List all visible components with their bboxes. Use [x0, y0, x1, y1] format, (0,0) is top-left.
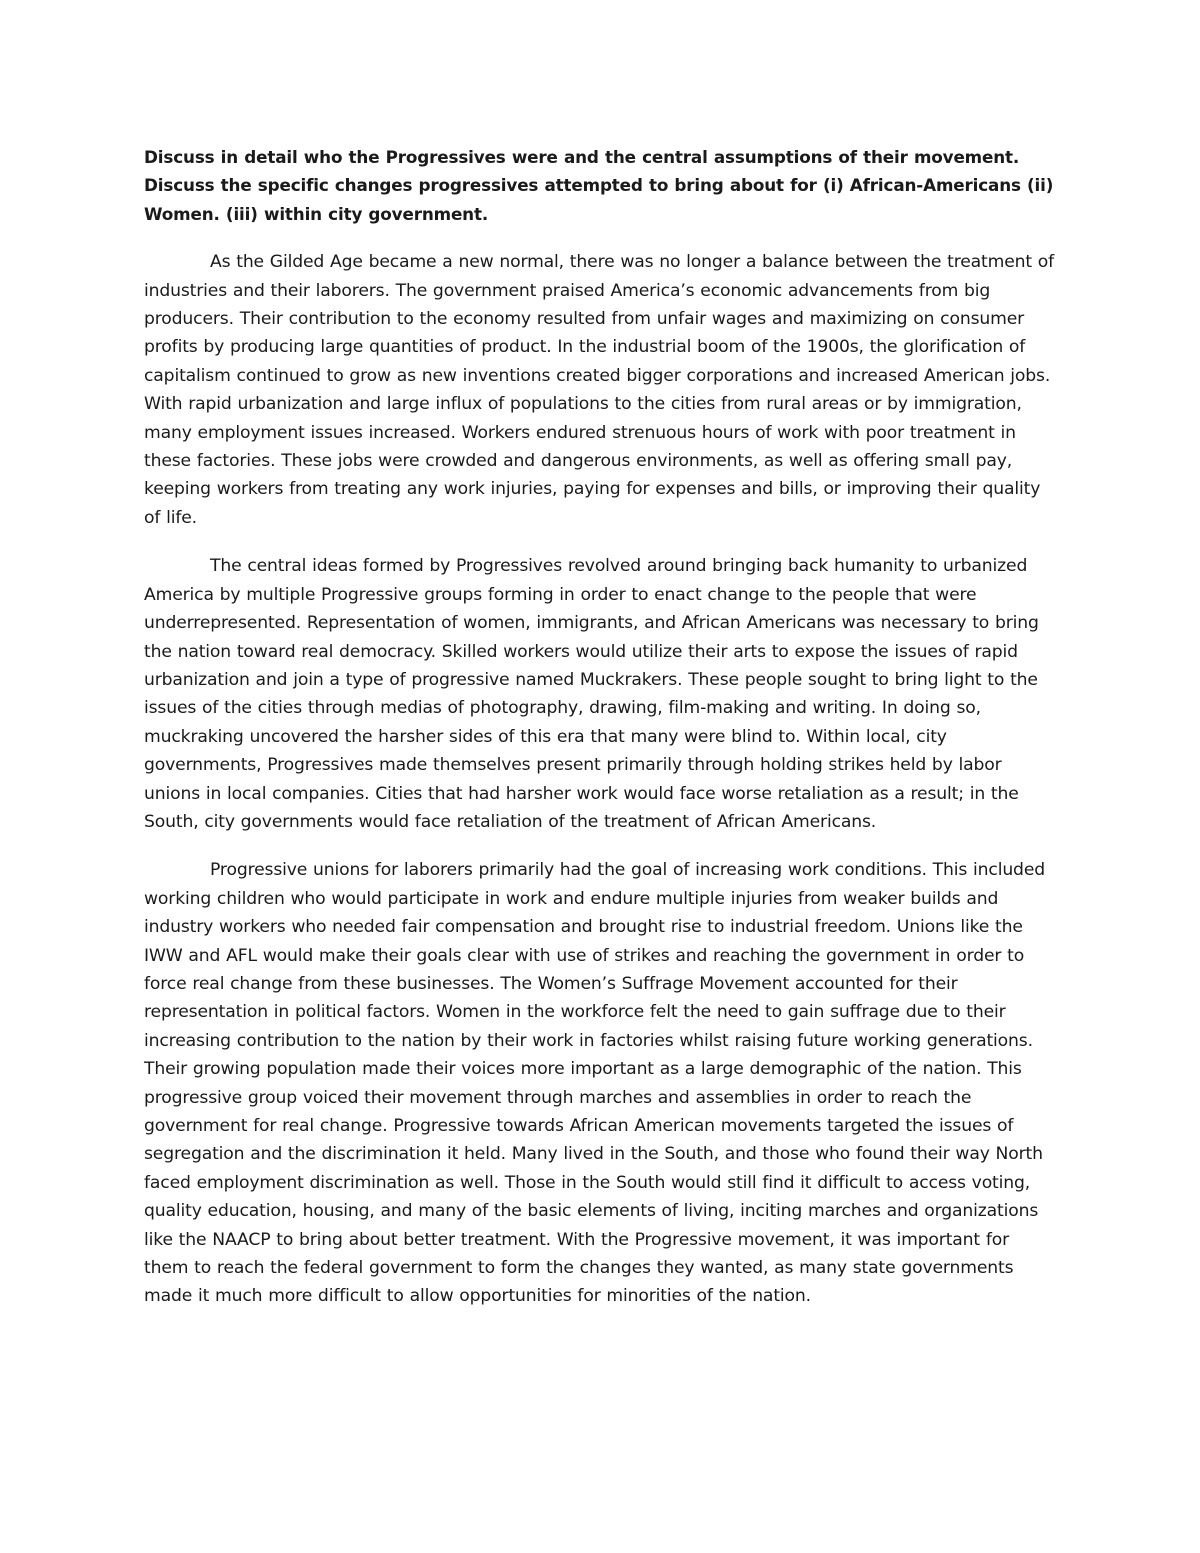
essay-prompt: Discuss in detail who the Progressives were and the central assumptions of their movement. Discuss the specific changes progressives attempted to bring about for (i) African-Americans (ii) Women. (iii) within city government. — [144, 147, 1054, 224]
paragraph-central-ideas: The central ideas formed by Progressives revolved around bringing back humanity to urbanized America by multiple Progressive groups forming in order to enact change to the people that were underrepresented. Representation of women, immigrants, and African Americans was necessary to bring the nation toward real democracy. Skilled workers would utilize their arts to expose the issues of rapid urbanization and join a type of progressive named Muckrakers. These people sought to bring light to the issues of the cities through medias of photography, drawing, film-making and writing. In doing so, muckraking uncovered the harsher sides of this era that many were blind to. Within local, city governments, Progressives made themselves present primarily through holding strikes held by labor unions in local companies. Cities that had harsher work would face worse retaliation as a result; in the South, city governments would face retaliation of the treatment of African Americans. — [144, 556, 1039, 832]
paragraph-progressive-unions: Progressive unions for laborers primarily had the goal of increasing work conditions. This included working children who would participate in work and endure multiple injuries from weaker builds and industry workers who needed fair compensation and brought rise to industrial freedom. Unions like the IWW and AFL would make their goals clear with use of strikes and reaching the government in order to force real change from these businesses. The Women’s Suffrage Movement accounted for their representation in political factors. Women in the workforce felt the need to gain suffrage due to their increasing contribution to the nation by their work in factories whilst raising future working generations. Their growing population made their voices more important as a large demographic of the nation. This progressive group voiced their movement through marches and assemblies in order to reach the government for real change. Progressive towards African American movements targeted the issues of segregation and the discrimination it held. Many lived in the South, and those who found their way North faced employment discrimination as well. Those in the South would still find it difficult to access voting, quality education, housing, and many of the basic elements of living, inciting marches and organizations like the NAACP to bring about better treatment. With the Progressive movement, it was important for them to reach the federal government to form the changes they wanted, as many state governments made it much more difficult to allow opportunities for minorities of the nation. — [144, 860, 1046, 1307]
paragraph-gilded-age: As the Gilded Age became a new normal, there was no longer a balance between the treatment of industries and their laborers. The government praised America’s economic advancements from big producers. Their contribution to the economy resulted from unfair wages and maximizing on consumer profits by producing large quantities of product. In the industrial boom of the 1900s, the glorification of capitalism continued to grow as new inventions created bigger corporations and increased American jobs. With rapid urbanization and large influx of populations to the cities from rural areas or by immigration, many employment issues increased. Workers endured strenuous hours of work with poor treatment in these factories. These jobs were crowded and dangerous environments, as well as offering small pay, keeping workers from treating any work injuries, paying for expenses and bills, or improving their quality of life. — [144, 252, 1055, 528]
document-body — [144, 143, 1056, 1331]
